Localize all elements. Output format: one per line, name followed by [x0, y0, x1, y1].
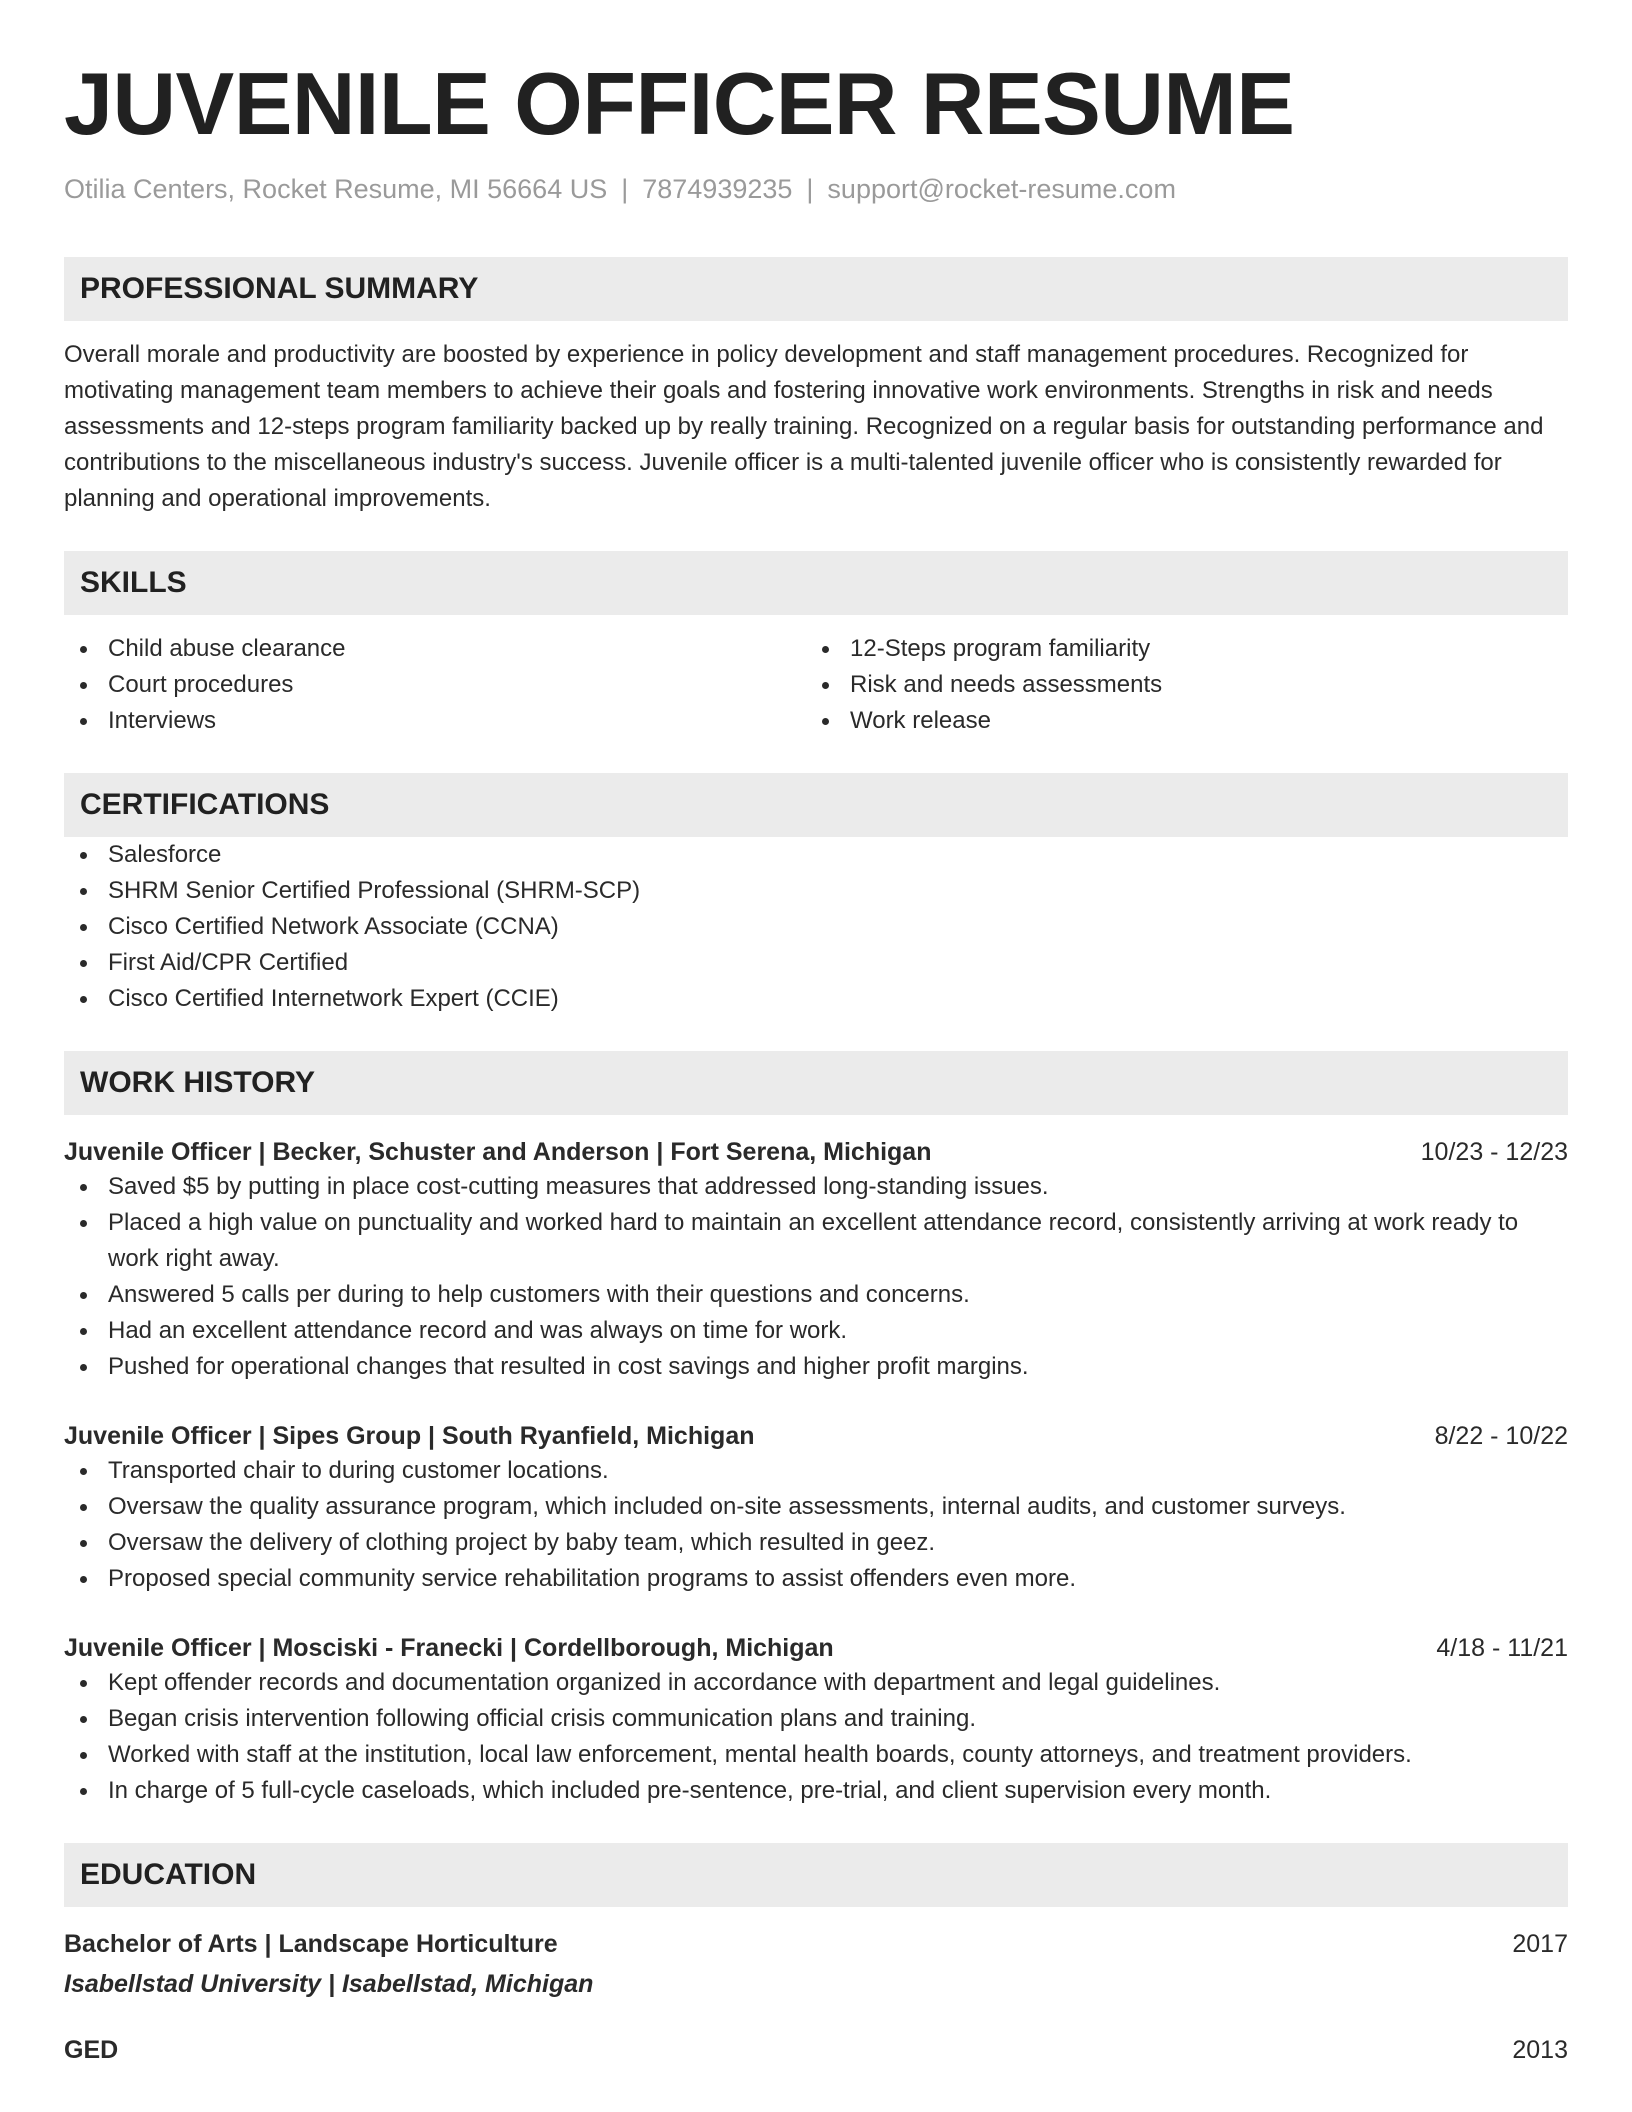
contact-phone: 7874939235 — [642, 174, 793, 204]
work-history-heading: WORK HISTORY — [64, 1051, 1568, 1115]
education-entry — [64, 1927, 1568, 2001]
contact-email[interactable]: support@rocket-resume.com — [827, 174, 1176, 204]
certification-item: SHRM Senior Certified Professional (SHRM-SCP) — [64, 873, 1568, 909]
certification-item: Salesforce — [64, 837, 1568, 873]
certifications-list — [64, 837, 1568, 1017]
skill-item: Risk and needs assessments — [806, 667, 1548, 703]
contact-separator: | — [621, 174, 629, 204]
education-header — [64, 2033, 1568, 2067]
job-bullet: Saved $5 by putting in place cost-cutting measures that addressed long-standing issues. — [64, 1169, 1568, 1205]
job-bullet: Began crisis intervention following official crisis communication plans and training. — [64, 1701, 1568, 1737]
job-bullet: In charge of 5 full-cycle caseloads, which included pre-sentence, pre-trial, and client supervision every month. — [64, 1773, 1568, 1809]
skill-item: Work release — [806, 703, 1548, 739]
job-header — [64, 1135, 1568, 1169]
education-degree: GED — [64, 2036, 119, 2064]
job-header — [64, 1631, 1568, 1665]
skills-column-right — [806, 631, 1548, 739]
skills-column-left — [64, 631, 806, 739]
job-entry — [64, 1419, 1568, 1597]
job-bullets — [64, 1169, 1568, 1385]
certifications-heading: CERTIFICATIONS — [64, 773, 1568, 837]
job-bullet: Kept offender records and documentation organized in accordance with department and legal guidelines. — [64, 1665, 1568, 1701]
education-year: 2017 — [1512, 1930, 1568, 1958]
resume-title: JUVENILE OFFICER RESUME — [64, 54, 1295, 153]
job-bullet: Oversaw the delivery of clothing project by baby team, which resulted in geez. — [64, 1525, 1568, 1561]
job-entry — [64, 1631, 1568, 1809]
job-bullet: Proposed special community service rehabilitation programs to assist offenders even more. — [64, 1561, 1568, 1597]
skill-item: 12-Steps program familiarity — [806, 631, 1548, 667]
resume-page — [64, 0, 1568, 2067]
skill-item: Court procedures — [64, 667, 806, 703]
education-heading: EDUCATION — [64, 1843, 1568, 1907]
job-bullet: Oversaw the quality assurance program, which included on-site assessments, internal audits, and customer surveys. — [64, 1489, 1568, 1525]
skill-item: Child abuse clearance — [64, 631, 806, 667]
summary-text: Overall morale and productivity are boosted by experience in policy development and staff management procedures. Recognized for motivating management team members to achieve their goals and fostering innovative work environments. Strengths in risk and needs assessments and 12-steps program familiarity backed up by really training. Recognized on a regular basis for outstanding performance and contributions to the miscellaneous industry's success. Juvenile officer is a multi-talented juvenile officer who is consistently rewarded for planning and operational improvements. — [64, 341, 1544, 512]
education-entry — [64, 2033, 1568, 2067]
skill-item: Interviews — [64, 703, 806, 739]
job-bullet: Had an excellent attendance record and was always on time for work. — [64, 1313, 1568, 1349]
contact-line — [64, 172, 1568, 206]
job-title: Juvenile Officer | Mosciski - Franecki | Cordellborough, Michigan — [64, 1634, 834, 1662]
job-bullet: Answered 5 calls per during to help customers with their questions and concerns. — [64, 1277, 1568, 1313]
certification-item: First Aid/CPR Certified — [64, 945, 1568, 981]
job-bullets — [64, 1665, 1568, 1809]
job-dates: 8/22 - 10/22 — [1434, 1422, 1568, 1450]
job-title: Juvenile Officer | Becker, Schuster and Anderson | Fort Serena, Michigan — [64, 1138, 932, 1166]
job-bullet: Transported chair to during customer locations. — [64, 1453, 1568, 1489]
job-bullet: Pushed for operational changes that resulted in cost savings and higher profit margins. — [64, 1349, 1568, 1385]
education-header — [64, 1927, 1568, 1961]
certification-item: Cisco Certified Network Associate (CCNA) — [64, 909, 1568, 945]
skills-grid — [64, 631, 1568, 739]
summary-heading: PROFESSIONAL SUMMARY — [64, 257, 1568, 321]
education-year: 2013 — [1512, 2036, 1568, 2064]
job-dates: 4/18 - 11/21 — [1436, 1634, 1568, 1662]
certification-item: Cisco Certified Internetwork Expert (CCIE) — [64, 981, 1568, 1017]
job-title: Juvenile Officer | Sipes Group | South Ryanfield, Michigan — [64, 1422, 755, 1450]
education-school: Isabellstad University | Isabellstad, Michigan — [64, 1970, 594, 1998]
job-dates: 10/23 - 12/23 — [1420, 1138, 1568, 1166]
job-bullet: Placed a high value on punctuality and worked hard to maintain an excellent attendance record, consistently arriving at work ready to work right away. — [64, 1205, 1568, 1277]
job-header — [64, 1419, 1568, 1453]
contact-separator: | — [806, 174, 814, 204]
job-bullet: Worked with staff at the institution, local law enforcement, mental health boards, county attorneys, and treatment providers. — [64, 1737, 1568, 1773]
contact-address: Otilia Centers, Rocket Resume, MI 56664 US — [64, 174, 608, 204]
job-bullets — [64, 1453, 1568, 1597]
skills-heading: SKILLS — [64, 551, 1568, 615]
job-entry — [64, 1135, 1568, 1385]
education-degree: Bachelor of Arts | Landscape Horticulture — [64, 1930, 558, 1958]
